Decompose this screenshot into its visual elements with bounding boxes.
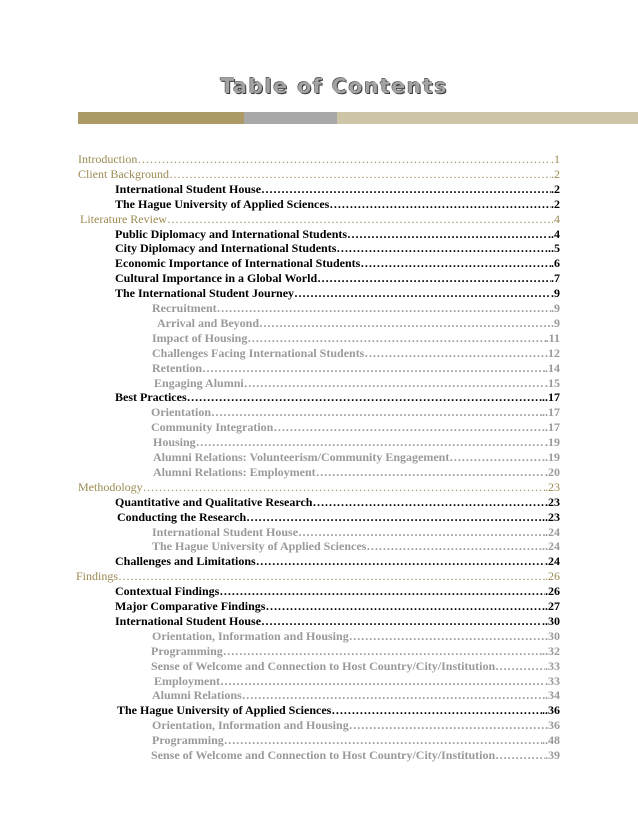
toc-page-number: ..23 bbox=[542, 509, 560, 524]
toc-page-number: ..48 bbox=[542, 733, 560, 748]
toc-dot-leader bbox=[169, 167, 551, 181]
toc-page-number: .9 bbox=[551, 301, 560, 315]
toc-entry-label: City Diplomacy and International Students bbox=[115, 241, 337, 256]
toc-entry-label: International Student House bbox=[115, 181, 262, 196]
page-title: Table of Contents bbox=[220, 74, 448, 98]
toc-page-number: ..24 bbox=[542, 539, 560, 554]
toc-entry-label: Conducting the Research bbox=[117, 509, 247, 524]
toc-dot-leader bbox=[364, 346, 545, 360]
toc-dot-leader bbox=[223, 644, 542, 658]
toc-entry-label: Employment bbox=[154, 673, 220, 688]
toc-dot-leader bbox=[242, 688, 545, 702]
toc-entry-label: Contextual Findings bbox=[115, 584, 220, 599]
toc-entry-label: The International Student Journey bbox=[115, 286, 295, 301]
toc-dot-leader bbox=[336, 241, 548, 255]
toc-dot-leader bbox=[220, 674, 545, 688]
toc-entry-label: Housing bbox=[153, 435, 196, 450]
toc-page-number: .23 bbox=[545, 494, 560, 509]
toc-dot-leader bbox=[219, 584, 545, 598]
toc-dot-leader bbox=[329, 197, 551, 211]
toc-dot-leader bbox=[261, 182, 551, 196]
toc-page-number: .30 bbox=[545, 628, 560, 643]
toc-entry-label: Orientation, Information and Housing bbox=[152, 718, 349, 733]
toc-page-number: .1 bbox=[551, 152, 560, 166]
toc-entry-label: The Hague University of Applied Sciences bbox=[115, 196, 330, 211]
toc-entry-label: Community Integration bbox=[151, 420, 274, 435]
toc-entry-label: Major Comparative Findings bbox=[115, 599, 266, 613]
toc-page-number: .6 bbox=[551, 256, 560, 271]
toc-entry-label: Orientation bbox=[151, 405, 211, 420]
toc-dot-leader bbox=[256, 554, 545, 568]
toc-page-number: .15 bbox=[545, 375, 560, 390]
toc-dot-leader bbox=[331, 703, 542, 717]
toc-page-number: .12 bbox=[545, 345, 560, 360]
toc-entry-label: The Hague University of Applied Sciences bbox=[117, 703, 332, 718]
toc-dot-leader bbox=[224, 733, 542, 747]
toc-page-number: .24 bbox=[545, 554, 560, 569]
toc-dot-leader bbox=[118, 569, 545, 583]
toc-page-number: .2 bbox=[551, 196, 560, 211]
toc-page-number: ..32 bbox=[542, 643, 560, 658]
toc-page-number: .17 bbox=[545, 420, 560, 435]
toc-entry-label: Economic Importance of International Students bbox=[115, 256, 361, 271]
toc-entry-label: Client Background bbox=[78, 166, 169, 181]
toc-page-number: .33 bbox=[545, 658, 560, 673]
toc-dot-leader bbox=[143, 480, 545, 494]
toc-dot-leader bbox=[349, 718, 545, 732]
toc-dot-leader bbox=[187, 390, 542, 404]
toc-page-number: ..19 bbox=[542, 450, 560, 464]
toc-page-number: .27 bbox=[545, 599, 560, 613]
toc-page-number: .14 bbox=[545, 360, 560, 375]
toc-entry-label: The Hague University of Applied Sciences bbox=[152, 539, 367, 554]
toc-entry-label: Impact of Housing bbox=[152, 330, 248, 345]
toc-dot-leader bbox=[349, 629, 545, 643]
toc-page-number: .9 bbox=[551, 286, 560, 301]
toc-page-number: .4 bbox=[551, 211, 560, 226]
toc-entry-label: Literature Review bbox=[80, 211, 167, 226]
toc-entry-label: Orientation, Information and Housing bbox=[152, 628, 349, 643]
toc-dot-leader bbox=[298, 525, 545, 539]
toc-page-number: .9 bbox=[551, 315, 560, 330]
toc-page-number: .2 bbox=[551, 181, 560, 196]
toc-dot-leader bbox=[211, 405, 542, 419]
toc-entry-label: Public Diplomacy and International Students bbox=[115, 226, 348, 241]
toc-dot-leader bbox=[137, 152, 551, 166]
toc-dot-leader bbox=[316, 465, 545, 479]
toc-page-number: .26 bbox=[545, 569, 560, 584]
toc-dot-leader bbox=[317, 271, 551, 285]
toc-entry-label: Recruitment bbox=[152, 301, 217, 315]
toc-entry-label: Programming bbox=[152, 733, 224, 748]
toc-page-number: .2 bbox=[551, 166, 560, 181]
toc-page-number: ..4 bbox=[548, 226, 560, 241]
toc-dot-leader bbox=[167, 212, 551, 226]
toc-entry-label: Best Practices bbox=[115, 390, 187, 405]
toc-page-number: .20 bbox=[545, 464, 560, 479]
toc-entry-label: Retention bbox=[152, 360, 202, 375]
toc-dot-leader bbox=[347, 227, 548, 241]
toc-dot-leader bbox=[196, 435, 545, 449]
toc-entry-label: Quantitative and Qualitative Research bbox=[115, 494, 313, 509]
toc-page-number: .24 bbox=[545, 524, 560, 539]
toc-dot-leader bbox=[366, 539, 542, 553]
toc-entry-label: Sense of Welcome and Connection to Host Country/City/Institution bbox=[151, 748, 496, 762]
toc-dot-leader bbox=[360, 256, 551, 270]
toc-dot-leader bbox=[273, 420, 545, 434]
toc-dot-leader bbox=[495, 659, 545, 673]
toc-dot-leader bbox=[202, 361, 545, 375]
toc-page-number: ..17 bbox=[542, 405, 560, 420]
toc-entry-label: Challenges and Limitations bbox=[115, 554, 256, 569]
toc-page-number: .39 bbox=[545, 748, 560, 762]
toc-page-number: ..36 bbox=[542, 703, 560, 718]
toc-dot-leader bbox=[265, 599, 545, 613]
toc-page-number: .26 bbox=[545, 584, 560, 599]
toc-entry-label: Alumni Relations: Volunteerism/Community Engagement bbox=[153, 450, 450, 464]
toc-dot-leader bbox=[247, 331, 545, 345]
toc-entry-label: Challenges Facing International Students bbox=[152, 345, 365, 360]
toc-page-number: .34 bbox=[545, 688, 560, 703]
toc-page-number: .36 bbox=[545, 718, 560, 733]
toc-dot-leader bbox=[261, 614, 542, 628]
toc-page-number: .7 bbox=[551, 271, 560, 286]
toc-dot-leader bbox=[449, 450, 542, 464]
toc-entry[interactable] bbox=[151, 748, 560, 765]
toc-page-number: .23 bbox=[545, 479, 560, 494]
toc-entry-label: Cultural Importance in a Global World bbox=[115, 271, 318, 286]
toc-entry-label: Arrival and Beyond bbox=[157, 315, 260, 330]
toc-page-number: ..5 bbox=[548, 241, 560, 256]
toc-dot-leader bbox=[312, 495, 545, 509]
toc-page-number: ..30 bbox=[542, 613, 560, 628]
toc-entry-label: Sense of Welcome and Connection to Host Country/City/Institution bbox=[151, 658, 496, 673]
toc-entry-label: Alumni Relations: Employment bbox=[153, 464, 316, 479]
toc-page-number: .11 bbox=[545, 330, 560, 345]
toc-entry-label: Engaging Alumni bbox=[154, 375, 244, 390]
toc-page-number: .19 bbox=[545, 435, 560, 450]
toc-entry-label: Programming bbox=[151, 643, 223, 658]
toc-entry-label: International Student House bbox=[152, 524, 299, 539]
toc-entry-label: Introduction bbox=[78, 152, 138, 166]
toc-entry-label: Findings bbox=[76, 569, 119, 584]
toc-page-number: .33 bbox=[545, 673, 560, 688]
toc-dot-leader bbox=[259, 316, 551, 330]
toc-page-number: ..17 bbox=[542, 390, 560, 405]
toc-entry-label: Methodology bbox=[78, 479, 143, 494]
toc-entry-label: International Student House bbox=[115, 613, 262, 628]
toc-dot-leader bbox=[244, 376, 545, 390]
toc-dot-leader bbox=[217, 301, 551, 315]
toc-dot-leader bbox=[294, 286, 551, 300]
toc-entry-label: Alumni Relations bbox=[152, 688, 242, 703]
toc-dot-leader bbox=[495, 748, 545, 762]
toc-dot-leader bbox=[246, 510, 542, 524]
